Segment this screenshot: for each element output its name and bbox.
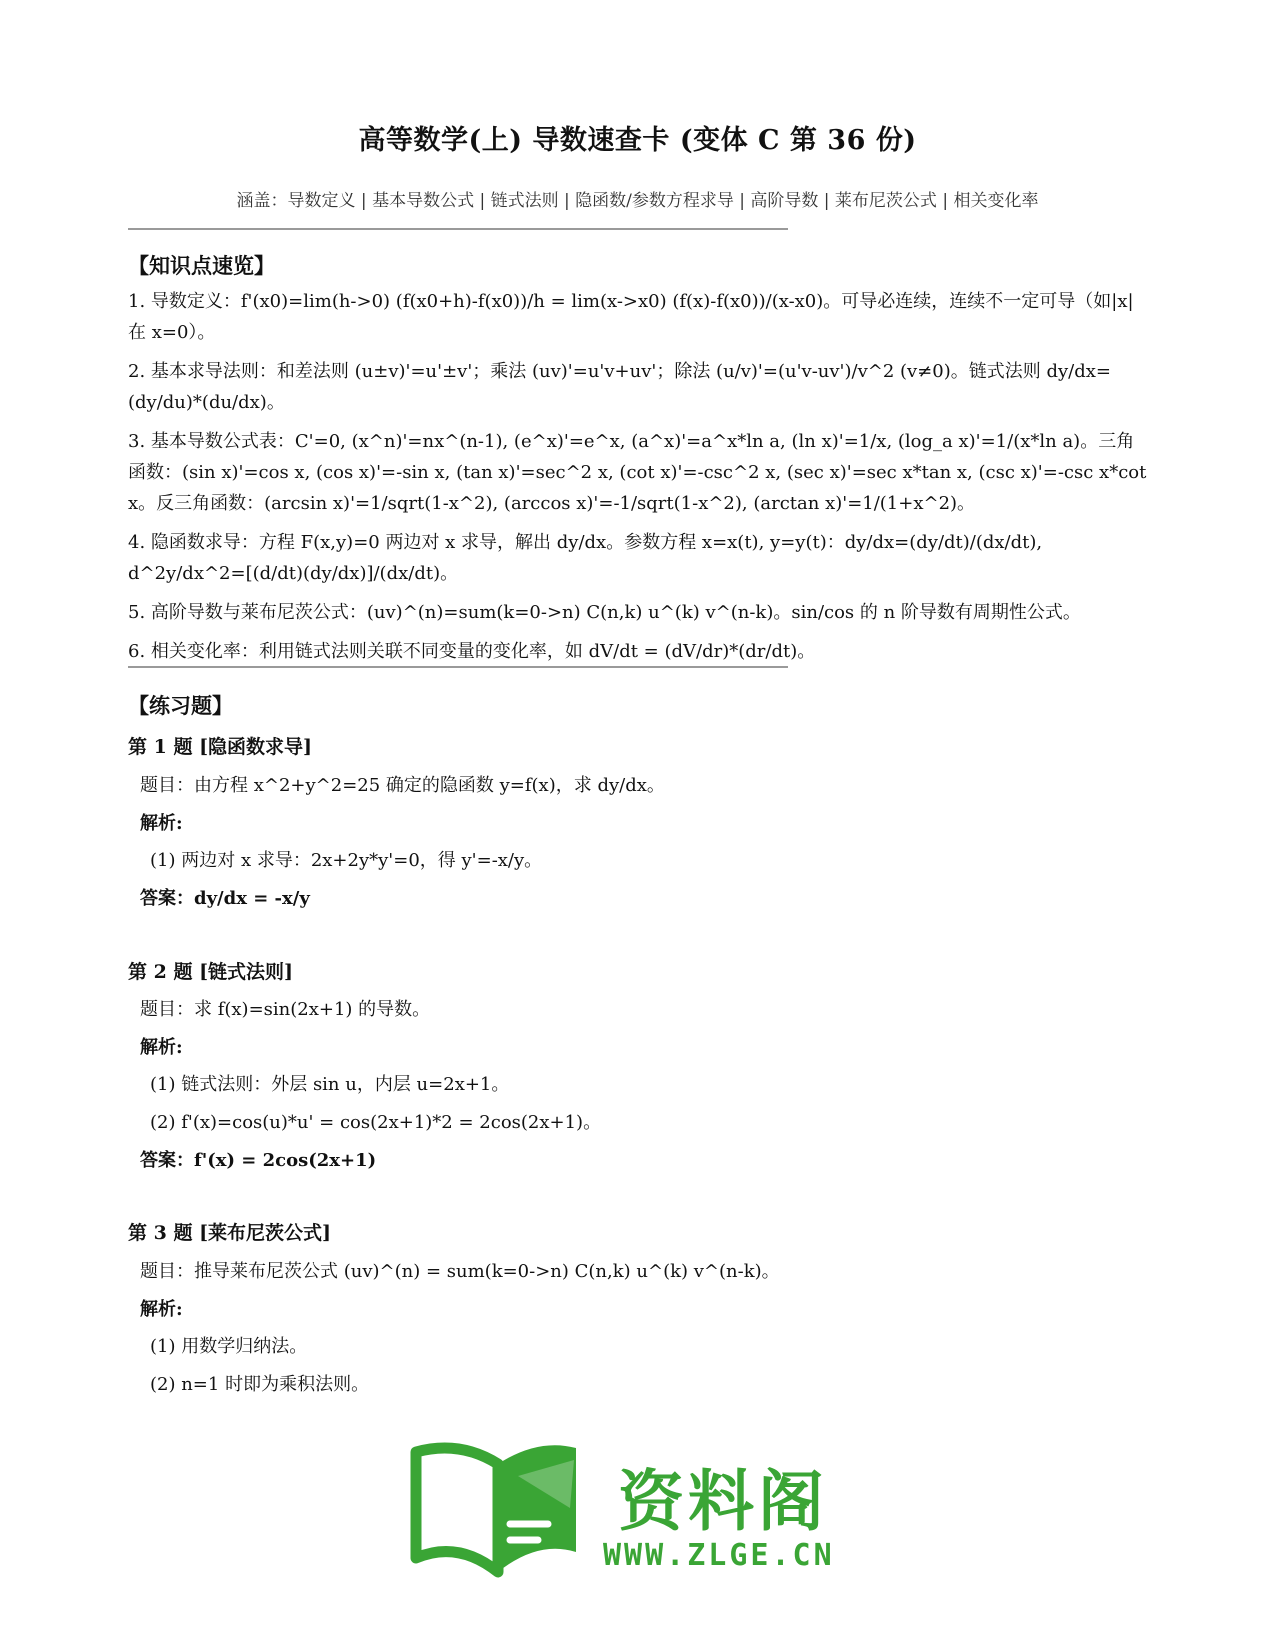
knowledge-item: 3. 基本导数公式表：C'=0, (x^n)'=nx^(n-1), (e^x)'=e^x, (a^x)'=a^x*ln a, (ln x)'=1/x, (log_a x)'=1/(x*ln a)。三角函数：(sin x)'=cos x, (cos x)'=-sin x, (tan x)'=sec^2 x, (cot x)'=-csc^2 x, (sec x)'=sec x*tan x, (csc x)'=-csc x*cot x。反三角函数：(arcsin x)'=1/sqrt(1-x^2), (arccos x)'=-1/sqrt(1-x^2), (arctan x)'=1/(1+x^2)。	[128, 431, 1147, 514]
problem-question: 题目：由方程 x^2+y^2=25 确定的隐函数 y=f(x)，求 dy/dx。	[140, 775, 665, 796]
analysis-step: (2) f'(x)=cos(u)*u' = cos(2x+1)*2 = 2cos(2x+1)。	[150, 1112, 602, 1133]
knowledge-heading: 【知识点速览】	[128, 253, 275, 278]
knowledge-item: 2. 基本求导法则：和差法则 (u±v)'=u'±v'；乘法 (uv)'=u'v+uv'；除法 (u/v)'=(u'v-uv')/v^2 (v≠0)。链式法则 dy/dx=(dy/du)*(du/dx)。	[128, 361, 1111, 413]
analysis-step: (2) n=1 时即为乘积法则。	[150, 1374, 370, 1395]
problem-title: 第 2 题 [链式法则]	[128, 961, 294, 983]
analysis-step: (1) 链式法则：外层 sin u，内层 u=2x+1。	[150, 1074, 510, 1095]
analysis-step: (1) 用数学归纳法。	[150, 1336, 308, 1357]
analysis-label: 解析:	[140, 1299, 183, 1320]
divider	[128, 666, 788, 668]
watermark-name: 资料阁	[618, 1463, 828, 1540]
divider	[128, 228, 788, 230]
analysis-label: 解析:	[140, 813, 183, 834]
knowledge-item: 1. 导数定义：f'(x0)=lim(h->0) (f(x0+h)-f(x0))/h = lim(x->x0) (f(x)-f(x0))/(x-x0)。可导必连续，连续不一定可导（如|x|在 x=0）。	[128, 291, 1134, 343]
problem-answer: 答案：f'(x) = 2cos(2x+1)	[140, 1150, 377, 1171]
analysis-label: 解析:	[140, 1037, 183, 1058]
problem-title: 第 3 题 [莱布尼茨公式]	[128, 1222, 332, 1244]
page-title: 高等数学(上) 导数速查卡 (变体 C 第 36 份)	[358, 125, 917, 156]
watermark-url: WWW.ZLGE.CN	[603, 1538, 835, 1573]
knowledge-item: 4. 隐函数求导：方程 F(x,y)=0 两边对 x 求导，解出 dy/dx。参数方程 x=x(t), y=y(t)：dy/dx=(dy/dt)/(dx/dt), d^2y/dx^2=[(d/dt)(dy/dx)]/(dx/dt)。	[128, 532, 1043, 584]
knowledge-list	[128, 286, 1150, 675]
knowledge-item: 5. 高阶导数与莱布尼茨公式：(uv)^(n)=sum(k=0->n) C(n,k) u^(k) v^(n-k)。sin/cos 的 n 阶导数有周期性公式。	[128, 602, 1081, 623]
analysis-step: (1) 两边对 x 求导：2x+2y*y'=0，得 y'=-x/y。	[150, 850, 543, 871]
problem-question: 题目：求 f(x)=sin(2x+1) 的导数。	[140, 999, 431, 1020]
problem-question: 题目：推导莱布尼茨公式 (uv)^(n) = sum(k=0->n) C(n,k) u^(k) v^(n-k)。	[140, 1261, 780, 1282]
problem-answer: 答案：dy/dx = -x/y	[140, 888, 310, 909]
practice-heading: 【练习题】	[128, 693, 233, 718]
knowledge-item: 6. 相关变化率：利用链式法则关联不同变量的变化率，如 dV/dt = (dV/dr)*(dr/dt)。	[128, 641, 816, 662]
problem-title: 第 1 题 [隐函数求导]	[128, 736, 313, 758]
page-subtitle: 涵盖：导数定义 | 基本导数公式 | 链式法则 | 隐函数/参数方程求导 | 高阶导数 | 莱布尼茨公式 | 相关变化率	[236, 191, 1039, 211]
